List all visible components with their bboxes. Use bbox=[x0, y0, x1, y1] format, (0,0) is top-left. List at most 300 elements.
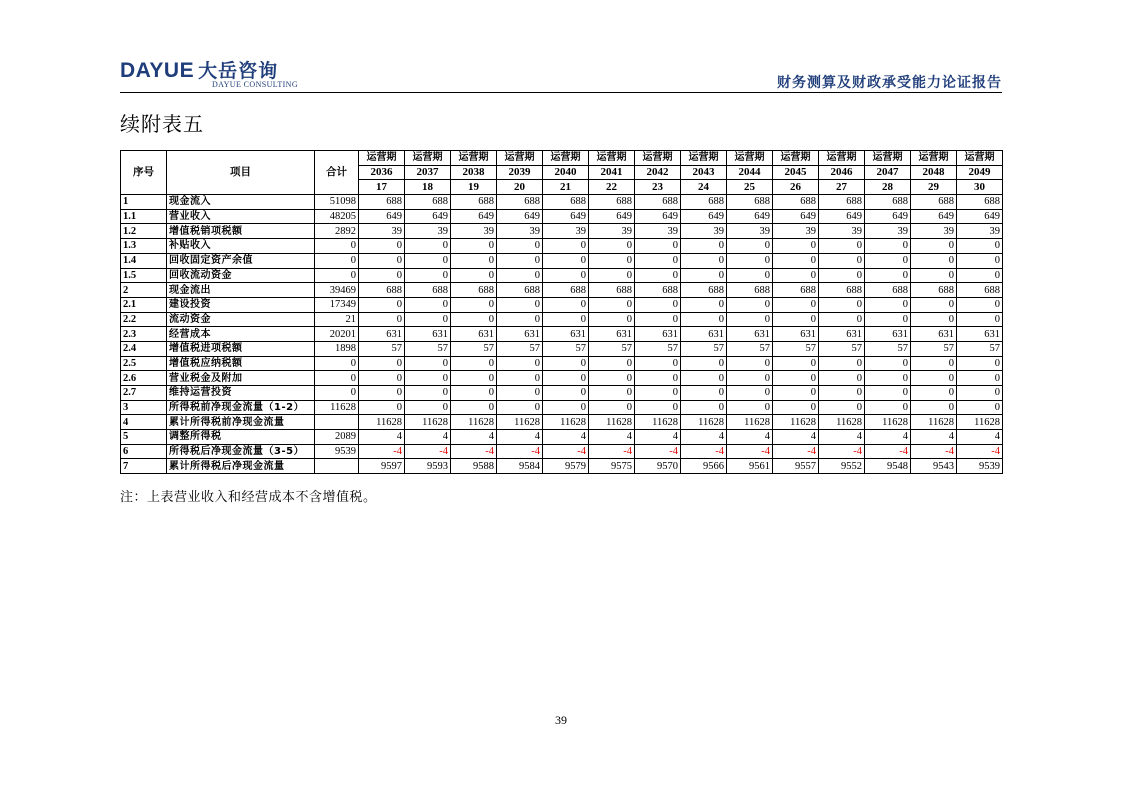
row-value: 0 bbox=[865, 356, 911, 371]
row-value: 688 bbox=[773, 195, 819, 210]
table-row bbox=[121, 224, 1003, 239]
row-value: 649 bbox=[635, 209, 681, 224]
row-value: 631 bbox=[681, 327, 727, 342]
row-number: 2.2 bbox=[121, 312, 167, 327]
row-value: -4 bbox=[497, 444, 543, 459]
row-value: 11628 bbox=[405, 415, 451, 430]
col-header-year: 2043 bbox=[681, 165, 727, 180]
row-value: 0 bbox=[635, 253, 681, 268]
row-value: 688 bbox=[405, 283, 451, 298]
row-total: 48205 bbox=[315, 209, 359, 224]
row-number: 1.2 bbox=[121, 224, 167, 239]
row-value: 0 bbox=[451, 297, 497, 312]
row-item-label: 流动资金 bbox=[167, 312, 315, 327]
row-value: -4 bbox=[819, 444, 865, 459]
row-value: 0 bbox=[727, 386, 773, 401]
table-row bbox=[121, 312, 1003, 327]
table-row bbox=[121, 195, 1003, 210]
row-item-label: 维持运营投资 bbox=[167, 386, 315, 401]
row-value: -4 bbox=[681, 444, 727, 459]
row-value: 631 bbox=[497, 327, 543, 342]
row-total bbox=[315, 459, 359, 474]
row-item-label: 增值税销项税额 bbox=[167, 224, 315, 239]
row-value: 0 bbox=[819, 297, 865, 312]
row-value: 0 bbox=[635, 297, 681, 312]
row-item-label: 回收固定资产余值 bbox=[167, 253, 315, 268]
col-header-period-index: 25 bbox=[727, 180, 773, 195]
row-total: 0 bbox=[315, 356, 359, 371]
table-row bbox=[121, 371, 1003, 386]
row-number: 4 bbox=[121, 415, 167, 430]
row-value: 39 bbox=[819, 224, 865, 239]
row-value: 39 bbox=[589, 224, 635, 239]
row-value: 39 bbox=[451, 224, 497, 239]
col-header-period: 运营期 bbox=[957, 151, 1003, 166]
table-row bbox=[121, 341, 1003, 356]
row-value: 4 bbox=[773, 430, 819, 445]
row-value: 0 bbox=[589, 400, 635, 415]
row-value: 9539 bbox=[957, 459, 1003, 474]
row-value: 9593 bbox=[405, 459, 451, 474]
row-total: 39469 bbox=[315, 283, 359, 298]
col-header-period: 运营期 bbox=[727, 151, 773, 166]
row-value: 39 bbox=[957, 224, 1003, 239]
row-value: 4 bbox=[635, 430, 681, 445]
row-value: 649 bbox=[911, 209, 957, 224]
table-row bbox=[121, 283, 1003, 298]
row-value: 39 bbox=[865, 224, 911, 239]
row-value: 688 bbox=[635, 195, 681, 210]
row-value: 9543 bbox=[911, 459, 957, 474]
row-total: 0 bbox=[315, 371, 359, 386]
row-value: 0 bbox=[359, 386, 405, 401]
row-value: 0 bbox=[819, 400, 865, 415]
row-total: 2089 bbox=[315, 430, 359, 445]
row-value: 0 bbox=[405, 268, 451, 283]
row-value: 0 bbox=[359, 253, 405, 268]
row-value: 0 bbox=[681, 297, 727, 312]
row-value: 0 bbox=[589, 239, 635, 254]
row-item-label: 累计所得税前净现金流量 bbox=[167, 415, 315, 430]
col-header-item: 项目 bbox=[167, 151, 315, 195]
row-item-label: 所得税前净现金流量（1-2） bbox=[167, 400, 315, 415]
row-value: 0 bbox=[911, 400, 957, 415]
row-value: 11628 bbox=[911, 415, 957, 430]
row-value: 0 bbox=[681, 356, 727, 371]
row-value: 0 bbox=[865, 239, 911, 254]
table-row bbox=[121, 253, 1003, 268]
col-header-year: 2049 bbox=[957, 165, 1003, 180]
col-header-period: 运营期 bbox=[589, 151, 635, 166]
row-value: 0 bbox=[865, 312, 911, 327]
row-value: 0 bbox=[681, 386, 727, 401]
row-value: 688 bbox=[911, 283, 957, 298]
row-value: -4 bbox=[957, 444, 1003, 459]
row-value: 57 bbox=[589, 341, 635, 356]
section-title: 续附表五 bbox=[120, 112, 204, 136]
row-total: 20201 bbox=[315, 327, 359, 342]
header-divider bbox=[120, 92, 1002, 93]
row-value: 0 bbox=[359, 371, 405, 386]
row-value: 0 bbox=[681, 239, 727, 254]
row-value: 0 bbox=[635, 312, 681, 327]
row-value: 9566 bbox=[681, 459, 727, 474]
col-header-period-index: 17 bbox=[359, 180, 405, 195]
row-value: 11628 bbox=[497, 415, 543, 430]
col-header-period: 运营期 bbox=[359, 151, 405, 166]
row-value: 688 bbox=[497, 283, 543, 298]
col-header-period: 运营期 bbox=[405, 151, 451, 166]
row-value: 0 bbox=[543, 386, 589, 401]
col-header-period: 运营期 bbox=[819, 151, 865, 166]
row-item-label: 营业收入 bbox=[167, 209, 315, 224]
row-value: 0 bbox=[497, 386, 543, 401]
row-value: 649 bbox=[773, 209, 819, 224]
row-value: 688 bbox=[865, 195, 911, 210]
col-header-period: 运营期 bbox=[497, 151, 543, 166]
row-value: 0 bbox=[589, 386, 635, 401]
row-number: 5 bbox=[121, 430, 167, 445]
col-header-period-index: 26 bbox=[773, 180, 819, 195]
row-value: 0 bbox=[543, 356, 589, 371]
row-value: 0 bbox=[819, 239, 865, 254]
row-value: 0 bbox=[543, 312, 589, 327]
row-value: 0 bbox=[635, 239, 681, 254]
row-value: 9561 bbox=[727, 459, 773, 474]
row-number: 1.5 bbox=[121, 268, 167, 283]
row-item-label: 营业税金及附加 bbox=[167, 371, 315, 386]
row-value: 39 bbox=[359, 224, 405, 239]
row-value: 0 bbox=[727, 253, 773, 268]
row-value: 9557 bbox=[773, 459, 819, 474]
row-value: 688 bbox=[727, 283, 773, 298]
col-header-period-index: 27 bbox=[819, 180, 865, 195]
row-value: 0 bbox=[451, 239, 497, 254]
row-value: 39 bbox=[543, 224, 589, 239]
row-value: 0 bbox=[911, 312, 957, 327]
row-value: 0 bbox=[911, 253, 957, 268]
row-value: 631 bbox=[865, 327, 911, 342]
row-value: 0 bbox=[451, 312, 497, 327]
row-value: 0 bbox=[819, 356, 865, 371]
row-value: 57 bbox=[819, 341, 865, 356]
row-value: -4 bbox=[359, 444, 405, 459]
row-value: -4 bbox=[589, 444, 635, 459]
row-value: 39 bbox=[773, 224, 819, 239]
row-value: 0 bbox=[773, 297, 819, 312]
row-value: 57 bbox=[405, 341, 451, 356]
row-value: 0 bbox=[773, 356, 819, 371]
row-value: 57 bbox=[727, 341, 773, 356]
row-value: 0 bbox=[497, 239, 543, 254]
row-value: 9548 bbox=[865, 459, 911, 474]
row-value: 0 bbox=[865, 400, 911, 415]
row-value: 57 bbox=[543, 341, 589, 356]
row-value: 57 bbox=[497, 341, 543, 356]
row-value: 631 bbox=[727, 327, 773, 342]
row-value: 631 bbox=[957, 327, 1003, 342]
row-number: 6 bbox=[121, 444, 167, 459]
row-value: 39 bbox=[911, 224, 957, 239]
row-value: 57 bbox=[865, 341, 911, 356]
row-value: 0 bbox=[589, 268, 635, 283]
row-value: 631 bbox=[451, 327, 497, 342]
row-value: 631 bbox=[635, 327, 681, 342]
row-value: 0 bbox=[819, 253, 865, 268]
row-value: 0 bbox=[865, 297, 911, 312]
row-value: 4 bbox=[497, 430, 543, 445]
row-value: 0 bbox=[405, 386, 451, 401]
row-value: 0 bbox=[957, 253, 1003, 268]
row-value: 11628 bbox=[543, 415, 589, 430]
row-value: 4 bbox=[451, 430, 497, 445]
col-header-period-index: 30 bbox=[957, 180, 1003, 195]
row-number: 1.4 bbox=[121, 253, 167, 268]
row-total: 0 bbox=[315, 386, 359, 401]
row-value: 688 bbox=[957, 195, 1003, 210]
row-value: 688 bbox=[405, 195, 451, 210]
row-value: 688 bbox=[865, 283, 911, 298]
row-value: 0 bbox=[865, 253, 911, 268]
row-value: 649 bbox=[957, 209, 1003, 224]
table-row bbox=[121, 239, 1003, 254]
table-row bbox=[121, 297, 1003, 312]
row-value: 0 bbox=[359, 400, 405, 415]
row-value: 4 bbox=[819, 430, 865, 445]
row-value: 649 bbox=[681, 209, 727, 224]
row-value: 649 bbox=[865, 209, 911, 224]
row-value: 688 bbox=[773, 283, 819, 298]
row-value: 11628 bbox=[451, 415, 497, 430]
row-item-label: 累计所得税后净现金流量 bbox=[167, 459, 315, 474]
row-number: 2 bbox=[121, 283, 167, 298]
logo-subtitle: DAYUE CONSULTING bbox=[212, 80, 299, 89]
col-header-year: 2041 bbox=[589, 165, 635, 180]
row-value: 0 bbox=[359, 312, 405, 327]
col-header-period-index: 20 bbox=[497, 180, 543, 195]
row-value: 0 bbox=[451, 400, 497, 415]
row-item-label: 增值税应纳税额 bbox=[167, 356, 315, 371]
row-value: 0 bbox=[681, 371, 727, 386]
row-value: 688 bbox=[911, 195, 957, 210]
row-value: 688 bbox=[957, 283, 1003, 298]
row-value: 0 bbox=[727, 356, 773, 371]
row-item-label: 所得税后净现金流量（3-5） bbox=[167, 444, 315, 459]
row-value: -4 bbox=[635, 444, 681, 459]
col-header-period: 运营期 bbox=[681, 151, 727, 166]
row-value: 0 bbox=[819, 386, 865, 401]
row-value: 4 bbox=[681, 430, 727, 445]
col-header-period-index: 29 bbox=[911, 180, 957, 195]
row-value: 0 bbox=[727, 268, 773, 283]
col-header-period: 运营期 bbox=[911, 151, 957, 166]
row-value: 11628 bbox=[681, 415, 727, 430]
row-value: 39 bbox=[497, 224, 543, 239]
row-total: 9539 bbox=[315, 444, 359, 459]
col-header-year: 2046 bbox=[819, 165, 865, 180]
row-value: 0 bbox=[681, 400, 727, 415]
row-value: 0 bbox=[497, 356, 543, 371]
row-value: 0 bbox=[543, 268, 589, 283]
row-total: 2892 bbox=[315, 224, 359, 239]
col-header-year: 2038 bbox=[451, 165, 497, 180]
row-value: 11628 bbox=[957, 415, 1003, 430]
row-value: 0 bbox=[451, 386, 497, 401]
row-value: 57 bbox=[681, 341, 727, 356]
row-value: 39 bbox=[727, 224, 773, 239]
row-value: 0 bbox=[727, 371, 773, 386]
row-value: 0 bbox=[359, 297, 405, 312]
row-number: 1 bbox=[121, 195, 167, 210]
row-value: 0 bbox=[773, 386, 819, 401]
col-header-year: 2047 bbox=[865, 165, 911, 180]
row-value: 0 bbox=[957, 268, 1003, 283]
row-value: 39 bbox=[405, 224, 451, 239]
row-value: 9552 bbox=[819, 459, 865, 474]
row-number: 2.7 bbox=[121, 386, 167, 401]
row-value: 0 bbox=[543, 400, 589, 415]
row-value: 4 bbox=[589, 430, 635, 445]
col-header-year: 2048 bbox=[911, 165, 957, 180]
row-value: 688 bbox=[819, 195, 865, 210]
row-value: -4 bbox=[405, 444, 451, 459]
row-value: 0 bbox=[497, 312, 543, 327]
col-header-period-index: 22 bbox=[589, 180, 635, 195]
row-total: 51098 bbox=[315, 195, 359, 210]
row-value: 649 bbox=[589, 209, 635, 224]
row-value: 9575 bbox=[589, 459, 635, 474]
row-value: 0 bbox=[405, 371, 451, 386]
row-value: 4 bbox=[405, 430, 451, 445]
row-number: 2.3 bbox=[121, 327, 167, 342]
col-header-period: 运营期 bbox=[451, 151, 497, 166]
row-value: 0 bbox=[451, 253, 497, 268]
row-value: 0 bbox=[727, 239, 773, 254]
col-header-period-index: 23 bbox=[635, 180, 681, 195]
row-value: 688 bbox=[681, 195, 727, 210]
row-value: 4 bbox=[727, 430, 773, 445]
col-header-year: 2044 bbox=[727, 165, 773, 180]
row-number: 3 bbox=[121, 400, 167, 415]
col-header-year: 2045 bbox=[773, 165, 819, 180]
row-value: 688 bbox=[819, 283, 865, 298]
row-value: 0 bbox=[451, 268, 497, 283]
row-value: 0 bbox=[865, 371, 911, 386]
table-row bbox=[121, 430, 1003, 445]
col-header-total: 合计 bbox=[315, 151, 359, 195]
row-value: 0 bbox=[727, 400, 773, 415]
col-header-period-index: 21 bbox=[543, 180, 589, 195]
row-value: 0 bbox=[957, 356, 1003, 371]
col-header-period: 运营期 bbox=[773, 151, 819, 166]
table-note: 注：上表营业收入和经营成本不含增值税。 bbox=[120, 490, 377, 505]
row-value: 688 bbox=[543, 195, 589, 210]
row-value: 0 bbox=[589, 371, 635, 386]
row-value: 4 bbox=[865, 430, 911, 445]
row-value: 0 bbox=[681, 312, 727, 327]
row-total: 1898 bbox=[315, 341, 359, 356]
row-value: 0 bbox=[681, 253, 727, 268]
logo-english-name: DAYUE bbox=[120, 59, 195, 82]
row-total: 0 bbox=[315, 253, 359, 268]
row-value: 0 bbox=[865, 386, 911, 401]
row-value: 4 bbox=[957, 430, 1003, 445]
row-value: 0 bbox=[497, 268, 543, 283]
table-row bbox=[121, 400, 1003, 415]
row-total bbox=[315, 415, 359, 430]
table-row bbox=[121, 268, 1003, 283]
row-value: 0 bbox=[773, 268, 819, 283]
row-value: 0 bbox=[911, 356, 957, 371]
row-value: 0 bbox=[819, 268, 865, 283]
table-row bbox=[121, 386, 1003, 401]
row-value: 0 bbox=[543, 253, 589, 268]
row-value: 688 bbox=[451, 195, 497, 210]
col-header-period: 运营期 bbox=[543, 151, 589, 166]
col-header-year: 2042 bbox=[635, 165, 681, 180]
row-number: 1.1 bbox=[121, 209, 167, 224]
row-value: 57 bbox=[773, 341, 819, 356]
row-value: 0 bbox=[359, 356, 405, 371]
table-row bbox=[121, 415, 1003, 430]
row-number: 2.6 bbox=[121, 371, 167, 386]
col-header-period-index: 28 bbox=[865, 180, 911, 195]
row-value: 39 bbox=[681, 224, 727, 239]
row-value: 0 bbox=[543, 371, 589, 386]
logo-chinese-name: 大岳咨询 bbox=[198, 60, 279, 82]
row-value: 0 bbox=[865, 268, 911, 283]
row-number: 1.3 bbox=[121, 239, 167, 254]
row-value: 11628 bbox=[727, 415, 773, 430]
col-header-period-index: 24 bbox=[681, 180, 727, 195]
row-value: 0 bbox=[405, 312, 451, 327]
row-value: 9579 bbox=[543, 459, 589, 474]
table-row bbox=[121, 356, 1003, 371]
row-total: 0 bbox=[315, 239, 359, 254]
table-row bbox=[121, 209, 1003, 224]
row-value: 649 bbox=[405, 209, 451, 224]
row-value: 0 bbox=[727, 312, 773, 327]
company-logo bbox=[120, 56, 360, 90]
row-value: 649 bbox=[497, 209, 543, 224]
row-value: 0 bbox=[497, 371, 543, 386]
row-value: 688 bbox=[727, 195, 773, 210]
row-value: 0 bbox=[359, 239, 405, 254]
row-value: 0 bbox=[405, 400, 451, 415]
row-value: -4 bbox=[911, 444, 957, 459]
col-header-period: 运营期 bbox=[635, 151, 681, 166]
row-number: 2.1 bbox=[121, 297, 167, 312]
row-value: 0 bbox=[589, 356, 635, 371]
row-value: 0 bbox=[405, 297, 451, 312]
row-value: 631 bbox=[405, 327, 451, 342]
row-value: 11628 bbox=[865, 415, 911, 430]
row-item-label: 增值税进项税额 bbox=[167, 341, 315, 356]
row-value: 0 bbox=[911, 371, 957, 386]
row-value: 0 bbox=[911, 268, 957, 283]
row-value: 9570 bbox=[635, 459, 681, 474]
row-value: 57 bbox=[911, 341, 957, 356]
table-row bbox=[121, 459, 1003, 474]
row-value: 57 bbox=[451, 341, 497, 356]
row-value: 0 bbox=[497, 297, 543, 312]
col-header-year: 2039 bbox=[497, 165, 543, 180]
row-value: 649 bbox=[359, 209, 405, 224]
row-value: 0 bbox=[957, 239, 1003, 254]
row-value: 0 bbox=[911, 297, 957, 312]
row-value: 688 bbox=[589, 283, 635, 298]
row-value: 57 bbox=[957, 341, 1003, 356]
